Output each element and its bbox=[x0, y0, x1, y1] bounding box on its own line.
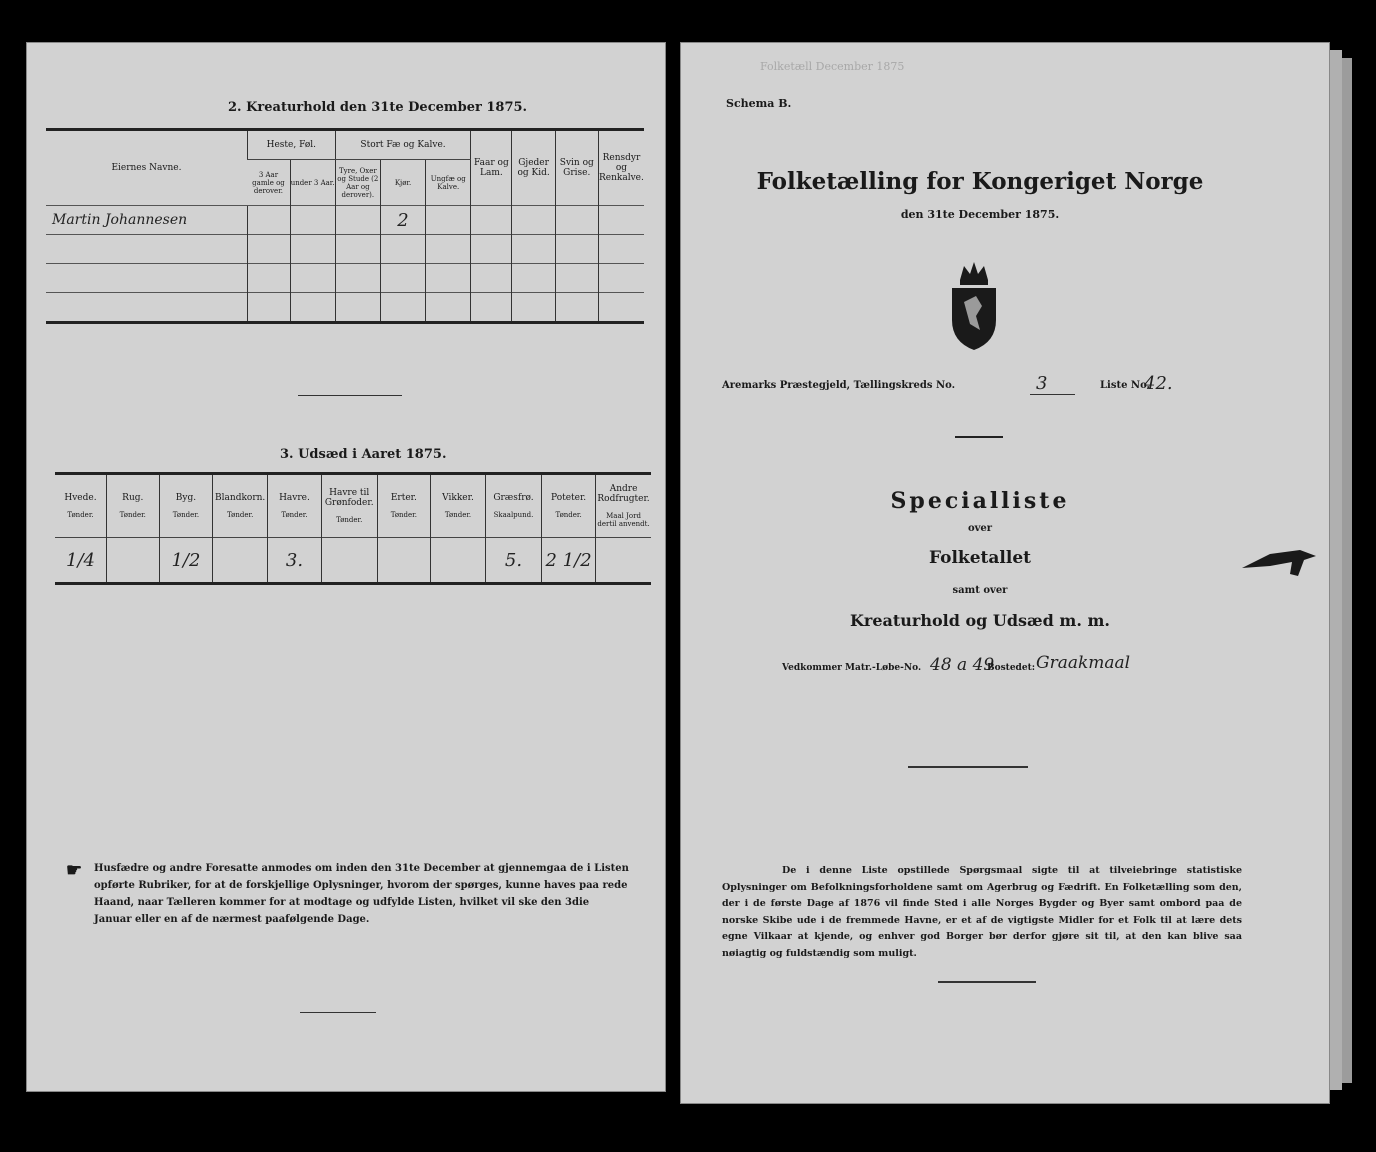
section3-title: 3. Udsæd i Aaret 1875. bbox=[280, 447, 447, 462]
seed-col-header bbox=[596, 474, 651, 538]
seed-value: 1/4 bbox=[55, 538, 106, 584]
seed-value: 2 1/2 bbox=[542, 538, 596, 584]
seed-col-name: Græsfrø. bbox=[493, 493, 534, 503]
seed-col-unit: Tønder. bbox=[444, 511, 472, 519]
section2-title: 2. Kreaturhold den 31te December 1875. bbox=[228, 100, 528, 115]
seed-col-unit: Tønder. bbox=[281, 511, 308, 519]
seed-value: 5. bbox=[485, 538, 541, 584]
list-label: Liste No. bbox=[1100, 380, 1151, 391]
seed-value: 1/2 bbox=[159, 538, 213, 584]
seed-col-header bbox=[542, 474, 596, 538]
population-label: Folketallet bbox=[929, 548, 1031, 568]
matr-label: Vedkommer Matr.-Løbe-No. bbox=[782, 663, 922, 673]
divider bbox=[938, 981, 1036, 983]
seed-col-name: Hvede. bbox=[64, 493, 97, 503]
page-edge bbox=[1342, 58, 1352, 1083]
place-label: Bostedet: bbox=[987, 663, 1036, 673]
col-reindeer: Rensdyr og Renkalve. bbox=[598, 130, 644, 206]
seed-col-unit: Tønder. bbox=[390, 511, 417, 519]
seed-table bbox=[55, 472, 651, 585]
fill-line bbox=[1030, 394, 1075, 395]
seed-col-unit: Skaalpund. bbox=[493, 511, 534, 519]
seed-col-name: Vikker. bbox=[442, 493, 474, 503]
seed-value bbox=[431, 538, 486, 584]
bleed-through-text: Folketæll December 1875 bbox=[760, 60, 905, 73]
cows-count: 2 bbox=[380, 206, 425, 235]
seed-col-name: Havre. bbox=[279, 493, 310, 503]
seed-col-header bbox=[268, 474, 322, 538]
seed-col-unit: Tønder. bbox=[172, 511, 200, 519]
seed-col-unit: Tønder. bbox=[67, 511, 94, 519]
seed-value bbox=[321, 538, 377, 584]
divider bbox=[300, 1012, 376, 1013]
table-row bbox=[46, 206, 644, 235]
seed-col-header bbox=[321, 474, 377, 538]
livestock-label: Kreaturhold og Udsæd m. m. bbox=[850, 611, 1110, 630]
matr-number: 48 a 49 bbox=[930, 655, 995, 675]
seed-col-name: Erter. bbox=[390, 493, 417, 503]
seed-col-header bbox=[213, 474, 268, 538]
parish-label: Aremarks Præstegjeld, Tællingskreds No. bbox=[722, 380, 956, 391]
col-horses-young: under 3 Aar. bbox=[290, 160, 335, 206]
col-cows: Kjør. bbox=[380, 160, 425, 206]
census-date: den 31te December 1875. bbox=[900, 208, 1060, 221]
col-cattle: Stort Fæ og Kalve. bbox=[335, 130, 471, 160]
col-owner: Eiernes Navne. bbox=[111, 163, 182, 173]
seed-col-header bbox=[106, 474, 159, 538]
seed-col-name: Byg. bbox=[175, 493, 197, 503]
seed-col-name: Poteter. bbox=[551, 493, 587, 503]
and-over-label: samt over bbox=[952, 585, 1008, 596]
divider bbox=[955, 436, 1003, 438]
seed-value bbox=[377, 538, 431, 584]
seed-col-name: Rug. bbox=[122, 493, 144, 503]
over-label: over bbox=[967, 523, 993, 534]
seed-value bbox=[106, 538, 159, 584]
seed-col-unit: Maal Jord dertil anvendt. bbox=[597, 512, 650, 528]
list-number: 42. bbox=[1144, 373, 1173, 394]
seed-col-name: Andre Rodfrugter. bbox=[597, 484, 650, 504]
seed-col-unit: Tønder. bbox=[119, 511, 146, 519]
place-name: Graakmaal bbox=[1036, 653, 1131, 673]
col-bulls: Tyre, Oxer og Stude (2 Aar og derover). bbox=[335, 160, 380, 206]
seed-col-header bbox=[485, 474, 541, 538]
divider bbox=[298, 395, 402, 396]
coat-of-arms-icon bbox=[946, 258, 1002, 354]
seed-col-header bbox=[377, 474, 431, 538]
table-row bbox=[46, 293, 644, 323]
page-edge bbox=[1330, 50, 1342, 1090]
seed-value bbox=[213, 538, 268, 584]
document-title: Folketælling for Kongeriget Norge bbox=[756, 168, 1204, 195]
col-pigs: Svin og Grise. bbox=[555, 130, 598, 206]
seed-col-header bbox=[55, 474, 106, 538]
seed-col-header bbox=[431, 474, 486, 538]
owner-name: Martin Johannesen bbox=[46, 206, 247, 235]
seed-value: 3. bbox=[268, 538, 322, 584]
col-horses: Heste, Føl. bbox=[247, 130, 335, 160]
explanatory-paragraph: De i denne Liste opstillede Spørgsmaal sigte til at tilveiebringe statistiske Oplysninger om Befolkningsforholdene samt om Agerbrug og Fædrift. En Folketælling som den, der i de første Dage af 1876 vil finde Sted i alle Norges Bygder og Byer samt ombord paa de norske Skibe ude i de fremmede Havne, er et af de vigtigste Midler for et Folk til at lære dets egne Vilkaar at kjende, og enhver god Borger bør derfor gjøre sit til, at den kan blive saa nøiagtig og fuldstændig som muligt. bbox=[722, 865, 1242, 959]
pointing-hand-icon: ☛ bbox=[66, 860, 83, 881]
seed-col-name: Blandkorn. bbox=[215, 493, 266, 503]
col-horses-old: 3 Aar gamle og derover. bbox=[252, 170, 285, 195]
table-row bbox=[46, 264, 644, 293]
table-row bbox=[46, 235, 644, 264]
seed-col-unit: Tønder. bbox=[227, 511, 254, 519]
pointing-hand-icon bbox=[1240, 546, 1320, 580]
district-number: 3 bbox=[1036, 373, 1048, 394]
schema-label: Schema B. bbox=[726, 97, 792, 110]
special-list-title: Specialliste bbox=[890, 488, 1070, 514]
col-sheep: Faar og Lam. bbox=[471, 130, 512, 206]
divider bbox=[908, 766, 1028, 768]
livestock-table bbox=[46, 128, 644, 324]
col-goats: Gjeder og Kid. bbox=[512, 130, 555, 206]
seed-value bbox=[596, 538, 651, 584]
seed-col-unit: Tønder. bbox=[336, 516, 363, 524]
instruction-note: Husfædre og andre Foresatte anmodes om inden den 31te December at gjennemgaa de i Listen opførte Rubriker, for at de forskjellige Oplysninger, hvorom der spørges, kunne haves paa rede Haand, naar Tælleren kommer for at modtage og udfylde Listen, hvilket vil ske den 3die Januar eller en af de nærmest paafølgende Dage. bbox=[94, 863, 629, 925]
seed-col-header bbox=[159, 474, 213, 538]
col-young-cattle: Ungfæ og Kalve. bbox=[426, 160, 471, 206]
seed-col-name: Havre til Grønfoder. bbox=[324, 488, 374, 508]
seed-col-unit: Tønder. bbox=[555, 511, 582, 519]
